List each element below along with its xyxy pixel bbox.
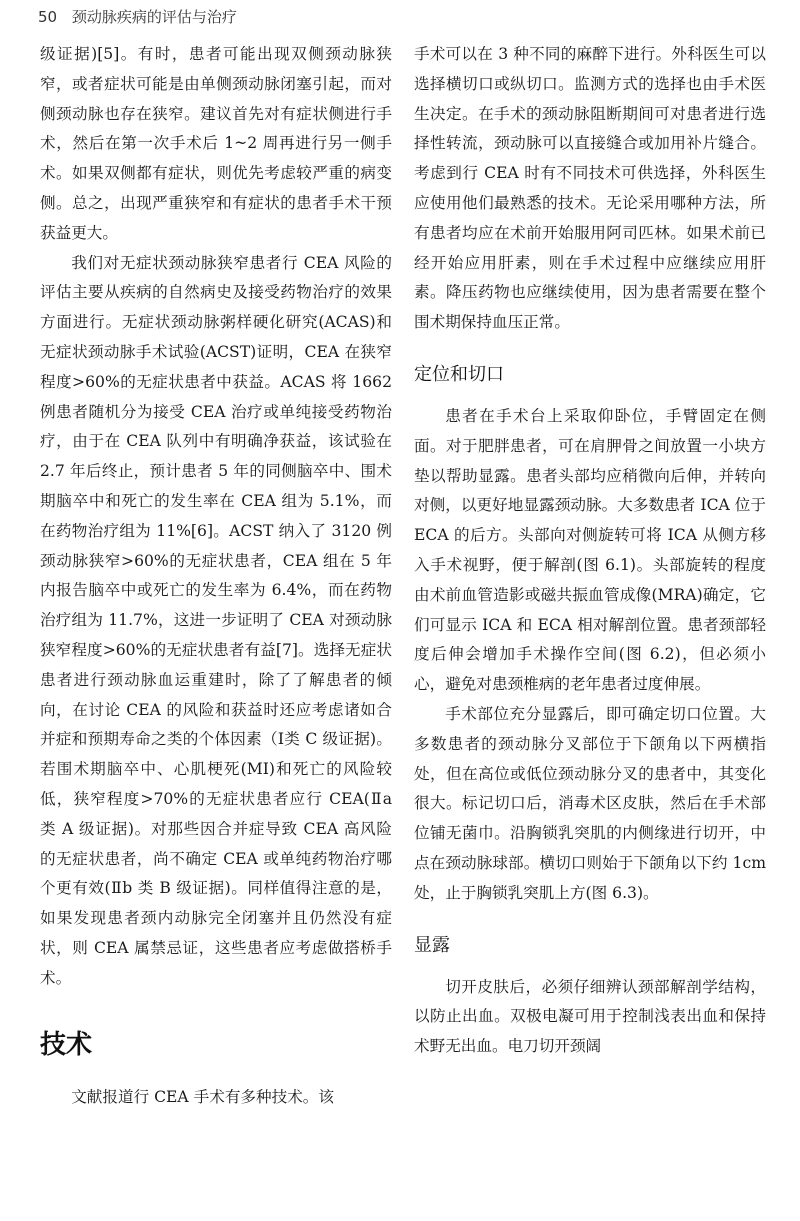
paragraph: 级证据)[5]。有时，患者可能出现双侧颈动脉狭窄，或者症状可能是由单侧颈动脉闭塞引起，而对侧颈动脉也存在狭窄。建议首先对有症状侧进行手术，然后在第一次手术后 1~2 周再进行另一侧手术。如果双侧都有症状，则优先考虑较严重的病变侧。总之，出现严重狭窄和有症状的患者手术干预获益更大。 bbox=[40, 45, 392, 242]
page-number: 50 bbox=[38, 8, 58, 26]
section-heading-technique: 技术 bbox=[40, 1029, 93, 1060]
right-column bbox=[414, 40, 766, 1062]
paragraph: 切开皮肤后，必须仔细辨认颈部解剖学结构，以防止出血。双极电凝可用于控制浅表出血和保持术野无出血。电刀切开颈阔 bbox=[414, 977, 766, 1056]
paragraph: 我们对无症状颈动脉狭窄患者行 CEA 风险的评估主要从疾病的自然病史及接受药物治疗的效果方面进行。无症状颈动脉粥样硬化研究(ACAS)和无症状颈动脉手术试验(ACST)证明，CEA 在狭窄程度>60%的无症状患者中获益。ACAS 将 1662 例患者随机分为接受 CEA 治疗或单纯接受药物治疗，由于在 CEA 队列中有明确净获益，该试验在 2.7 年后终止，预计患者 5 年的同侧脑卒中、围术期脑卒中和死亡的发生率在 CEA 组为 5.1%，而在药物治疗组为 11%[6]。ACST 纳入了 3120 例颈动脉狭窄>60%的无症状患者，CEA 组在 5 年内报告脑卒中或死亡的发生率为 6.4%，而在药物治疗组为 11.7%，这进一步证明了 CEA 对颈动脉狭窄程度>60%的无症状患者有益[7]。选择无症状患者进行颈动脉血运重建时，除了了解患者的倾向，在讨论 CEA 的风险和获益时还应考虑诸如合并症和预期寿命之类的个体因素（Ⅰ类 C 级证据)。若围术期脑卒中、心肌梗死(MI)和死亡的风险较低，狭窄程度>70%的无症状患者应行 CEA(Ⅱa 类 A 级证据)。对那些因合并症导致 CEA 高风险的无症状患者，尚不确定 CEA 或单纯药物治疗哪个更有效(Ⅱb 类 B 级证据)。同样值得注意的是，如果发现患者颈内动脉完全闭塞并且仍然没有症状，则 CEA 属禁忌证，这些患者应考虑做搭桥手术。 bbox=[40, 253, 392, 987]
paragraph: 患者在手术台上采取仰卧位，手臂固定在侧面。对于肥胖患者，可在肩胛骨之间放置一小块方垫以帮助显露。患者头部均应稍微向后伸，并转向对侧，以更好地显露颈动脉。大多数患者 ICA 位于 ECA 的后方。头部向对侧旋转可将 ICA 从侧方移入手术视野，便于解剖(图 6.1)。头部旋转的程度由术前血管造影或磁共振血管成像(MRA)确定，它们可显示 ICA 和 ECA 相对解剖位置。患者颈部轻度后伸会增加手术操作空间(图 6.2)，但必须小心，避免对患颈椎病的老年患者过度伸展。 bbox=[414, 406, 766, 694]
paragraph: 文献报道行 CEA 手术有多种技术。该 bbox=[71, 1087, 334, 1106]
subheading-position: 定位和切口 bbox=[414, 363, 504, 385]
running-header bbox=[38, 6, 237, 27]
left-column bbox=[40, 40, 392, 1112]
subheading-exposure: 显露 bbox=[414, 934, 450, 956]
paragraph: 手术部位充分显露后，即可确定切口位置。大多数患者的颈动脉分叉部位于下颌角以下两横指处，但在高位或低位颈动脉分叉的患者中，其变化很大。标记切口后，消毒术区皮肤，然后在手术部位铺无菌巾。沿胸锁乳突肌的内侧缘进行切开，中点在颈动脉球部。横切口则始于下颌角以下约 1cm 处，止于胸锁乳突肌上方(图 6.3)。 bbox=[414, 704, 766, 902]
running-title: 颈动脉疾病的评估与治疗 bbox=[71, 8, 237, 26]
paragraph: 手术可以在 3 种不同的麻醉下进行。外科医生可以选择横切口或纵切口。监测方式的选择也由手术医生决定。在手术的颈动脉阻断期间可对患者进行选择性转流，颈动脉可以直接缝合或加用补片缝合。考虑到行 CEA 时有不同技术可供选择，外科医生应使用他们最熟悉的技术。无论采用哪种方法，所有患者均应在术前开始服用阿司匹林。如果术前已经开始应用肝素，则在手术过程中应继续应用肝素。降压药物也应继续使用，因为患者需要在整个围术期保持血压正常。 bbox=[414, 45, 766, 332]
